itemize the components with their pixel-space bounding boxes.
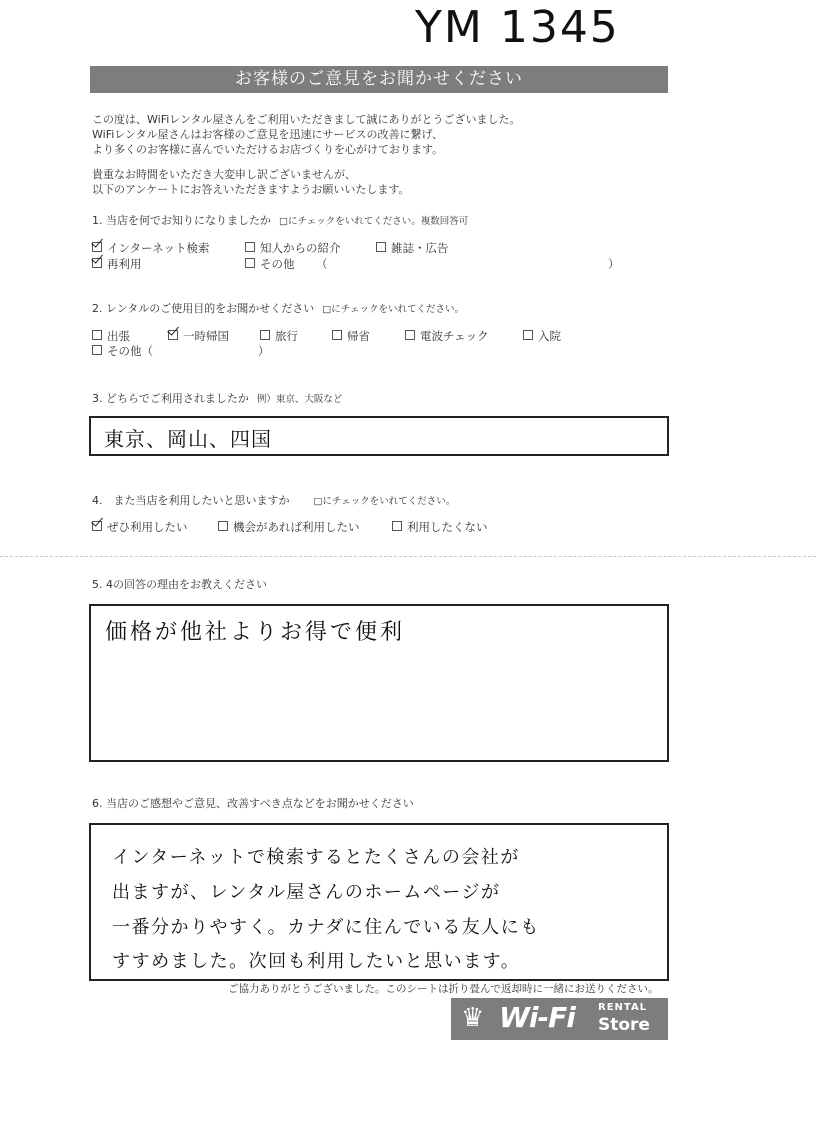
q2-option-label: 入院 xyxy=(538,329,561,343)
intro-line-4: 貴重なお時間をいただき大変申し訳ございませんが、 xyxy=(92,168,356,181)
brand-logo xyxy=(451,998,668,1040)
checkbox[interactable] xyxy=(218,521,228,531)
intro-line-3: より多くのお客様に喜んでいただけるお店づくりを心がけております。 xyxy=(92,143,444,156)
survey-title: お客様のご意見をお聞かせください xyxy=(90,66,668,93)
question-3-text: 3. どちらでご利用されましたか xyxy=(92,392,249,405)
question-1-label xyxy=(92,212,468,228)
checkbox[interactable] xyxy=(332,330,342,340)
q4-option-no[interactable] xyxy=(392,519,488,535)
check-mark-icon xyxy=(167,323,179,335)
question-2-label xyxy=(92,300,464,316)
q1-other-close-paren: ） xyxy=(608,257,620,271)
q1-option-label: 再利用 xyxy=(107,257,142,271)
answer-3-handwriting: 東京、岡山、四国 xyxy=(104,427,272,451)
question-3-label xyxy=(92,390,342,406)
q1-option-internet[interactable] xyxy=(92,240,209,256)
check-mark-icon xyxy=(91,514,103,526)
q2-option-temporary-return[interactable] xyxy=(168,328,229,344)
q1-other-open-paren: （ xyxy=(316,257,328,271)
crown-icon: ♛ xyxy=(461,1003,485,1033)
document-id: YM 1345 xyxy=(415,2,620,53)
checkbox[interactable] xyxy=(260,330,270,340)
q2-option-label: その他（ xyxy=(107,344,153,358)
question-2-note: □にチェックをいれてください。 xyxy=(322,304,464,315)
q1-option-repeat[interactable] xyxy=(92,256,142,272)
q2-option-label: 旅行 xyxy=(275,329,298,343)
q4-option-label: 機会があれば利用したい xyxy=(233,520,360,534)
answer-6-line-4: すすめました。次回も利用したいと思います。 xyxy=(112,951,521,972)
q2-option-label: 電波チェック xyxy=(420,329,489,343)
checkbox[interactable] xyxy=(245,242,255,252)
logo-wifi-text: Wi-Fi xyxy=(499,1001,575,1034)
answer-6-line-3: 一番分かりやすく。カナダに住んでいる友人にも xyxy=(112,917,540,938)
q2-option-business[interactable] xyxy=(92,328,130,344)
q2-option-label: 一時帰国 xyxy=(183,329,229,343)
question-4-label xyxy=(92,492,455,508)
q1-option-label: 知人からの紹介 xyxy=(260,241,341,255)
q4-option-maybe[interactable] xyxy=(218,519,360,535)
logo-store-text: Store xyxy=(598,1015,650,1035)
q2-option-hospital[interactable] xyxy=(523,328,561,344)
question-2-text: 2. レンタルのご使用目的をお聞かせください xyxy=(92,302,315,315)
fold-line xyxy=(0,556,816,557)
intro-line-1: この度は、WiFiレンタル屋さんをご利用いただきまして誠にありがとうございました。 xyxy=(92,113,521,126)
question-6-label: 6. 当店のご感想やご意見、改善すべき点などをお聞かせください xyxy=(92,797,414,810)
answer-6-line-1: インターネットで検索するとたくさんの会社が xyxy=(112,847,520,868)
q4-option-definitely[interactable] xyxy=(92,519,188,535)
question-4-text: 4. また当店を利用したいと思いますか xyxy=(92,494,290,507)
answer-6-line-2: 出ますが、レンタル屋さんのホームページが xyxy=(112,882,501,903)
q1-option-other[interactable] xyxy=(245,256,295,272)
checkbox[interactable] xyxy=(92,345,102,355)
checkbox[interactable] xyxy=(523,330,533,340)
checkbox[interactable] xyxy=(245,258,255,268)
checkbox[interactable] xyxy=(392,521,402,531)
q1-option-label: インターネット検索 xyxy=(107,241,210,255)
q1-option-referral[interactable] xyxy=(245,240,341,256)
q2-option-homecoming[interactable] xyxy=(332,328,370,344)
thanks-note: ご協力ありがとうございました。このシートは折り畳んで返却時に一緒にお送りください。 xyxy=(228,983,659,995)
checkbox-checked[interactable] xyxy=(92,242,102,252)
q1-option-label: その他 xyxy=(260,257,295,271)
logo-rental-text: RENTAL xyxy=(598,1002,648,1013)
checkbox[interactable] xyxy=(405,330,415,340)
intro-line-5: 以下のアンケートにお答えいただきますようお願いいたします。 xyxy=(92,183,410,196)
check-mark-icon xyxy=(91,235,103,247)
checkbox-checked[interactable] xyxy=(168,330,178,340)
checkbox-checked[interactable] xyxy=(92,521,102,531)
q2-option-label: 帰省 xyxy=(347,329,370,343)
checkbox[interactable] xyxy=(376,242,386,252)
q1-option-label: 雑誌・広告 xyxy=(391,241,449,255)
intro-line-2: WiFiレンタル屋さんはお客様のご意見を迅速にサービスの改善に繋げ、 xyxy=(92,128,444,141)
q4-option-label: 利用したくない xyxy=(407,520,488,534)
q2-option-signal-check[interactable] xyxy=(405,328,489,344)
answer-5-handwriting: 価格が他社よりお得で便利 xyxy=(105,620,406,645)
question-4-note: □にチェックをいれてください。 xyxy=(313,496,456,507)
q2-option-label: 出張 xyxy=(107,329,130,343)
question-1-note: □にチェックをいれてください。複数回答可 xyxy=(279,216,469,227)
q2-option-other[interactable] xyxy=(92,343,153,359)
question-3-example: 例）東京、大阪など xyxy=(256,394,343,405)
checkbox[interactable] xyxy=(92,330,102,340)
q2-other-close-paren: ） xyxy=(258,344,270,358)
q2-option-travel[interactable] xyxy=(260,328,298,344)
checkbox-checked[interactable] xyxy=(92,258,102,268)
q1-option-magazine[interactable] xyxy=(376,240,449,256)
question-1-text: 1. 当店を何でお知りになりましたか xyxy=(92,214,271,227)
question-5-label: 5. 4の回答の理由をお教えください xyxy=(92,578,267,591)
q4-option-label: ぜひ利用したい xyxy=(107,520,188,534)
